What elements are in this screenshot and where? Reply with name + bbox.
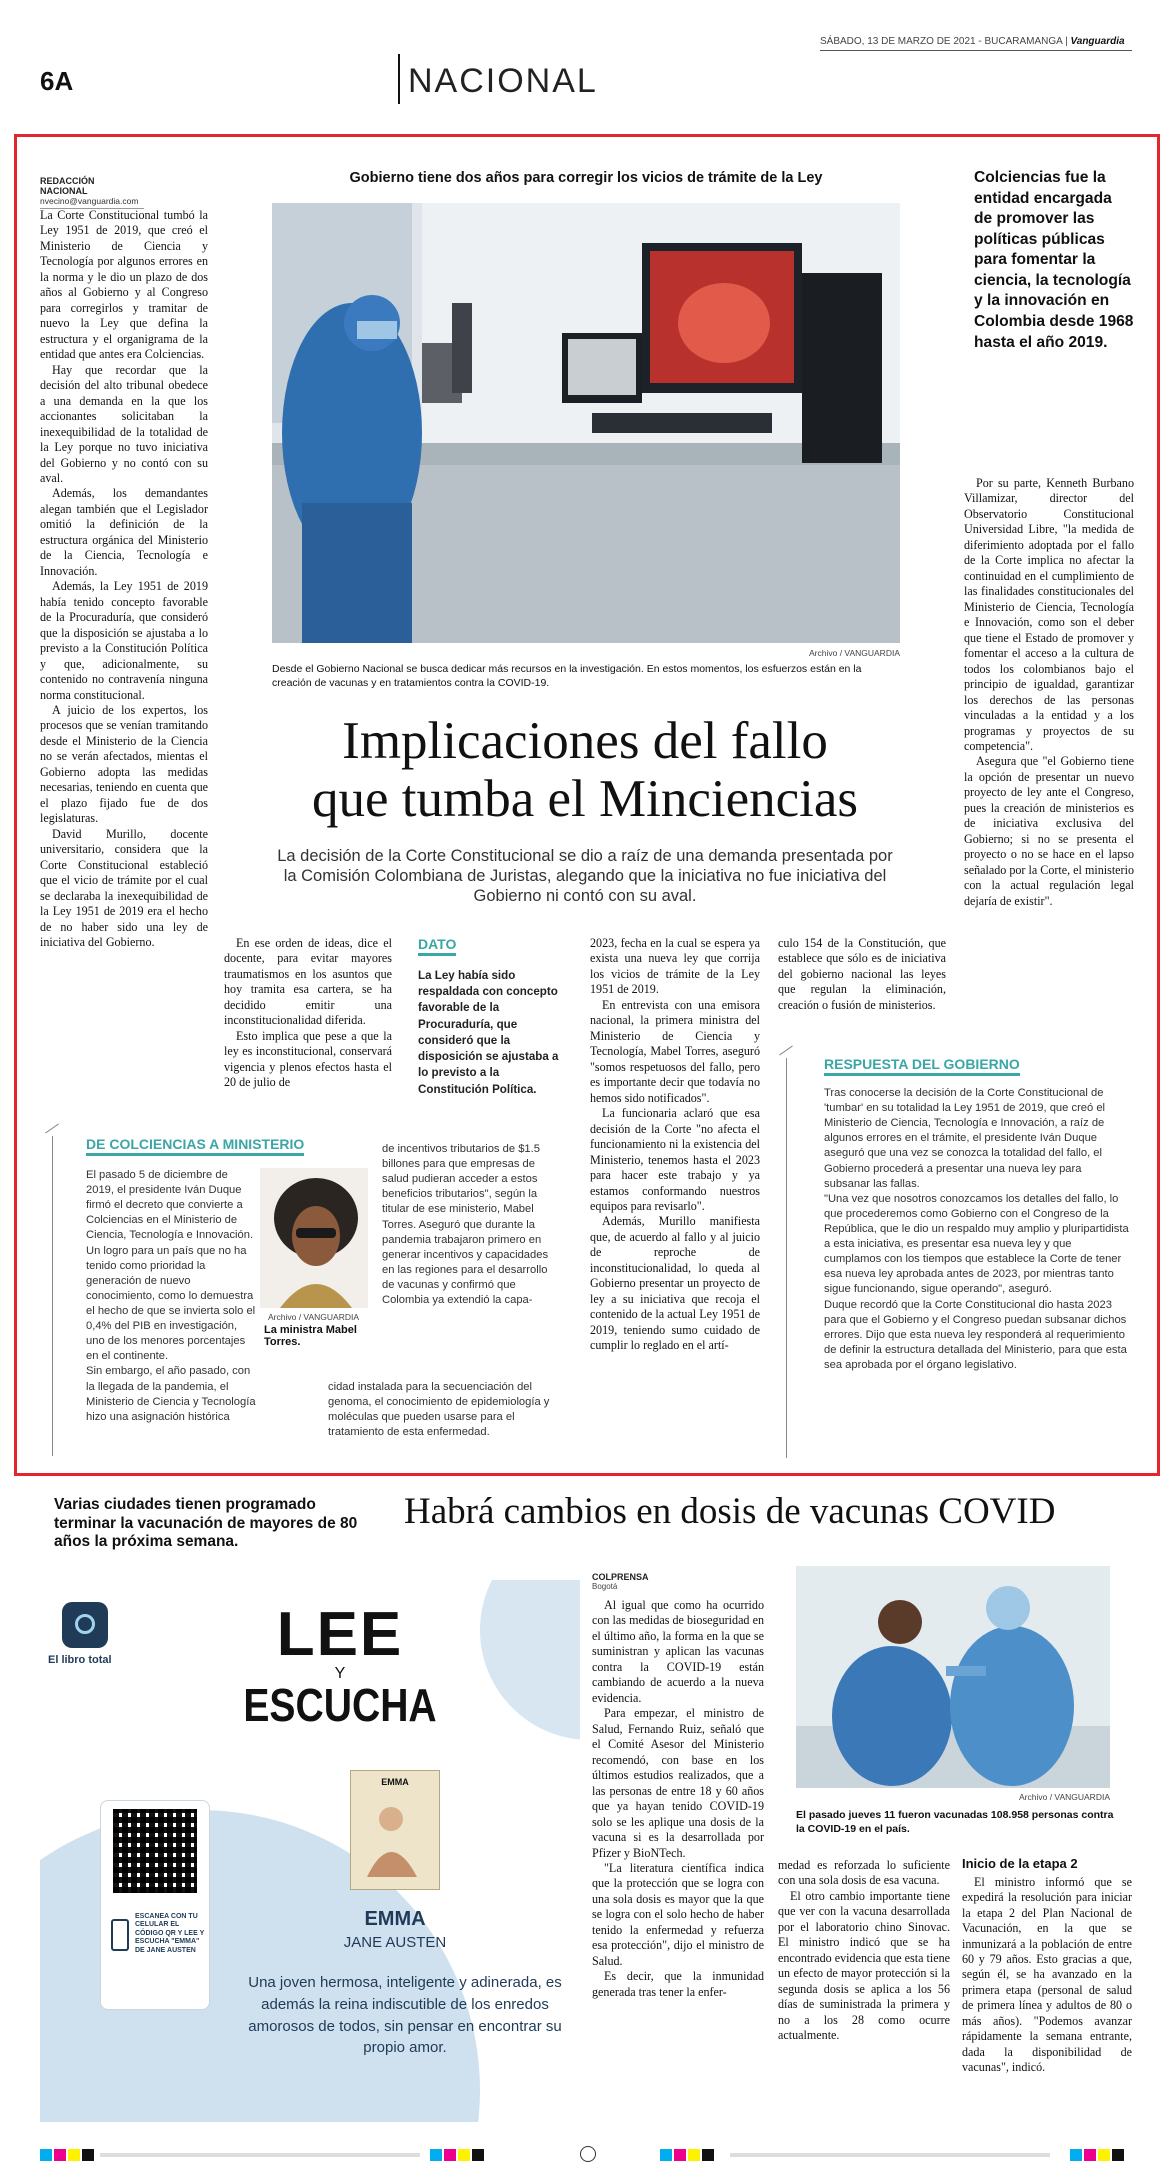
page-header — [0, 0, 1172, 110]
vaccine-photo-credit: Archivo / VANGUARDIA — [1018, 1792, 1110, 1802]
second-column-2: medad es reforzada lo suficiente con una sola dosis de esa vacuna. El otro cambio importante tiene que ver con la vacuna desarrollada por el laboratorio chino Sinovac. El ministro indicó que se ha encontrado evidencia que esta tiene un efecto de mayor protección si la segunda dosis se aplica a los 56 días de suministrada la primera y no a los 28 como ocurre actualmente. — [778, 1858, 950, 2043]
main-column-2: En ese orden de ideas, dice el docente, para evitar mayores traumatismos en los asuntos que hoy tramita esa cartera, se ha decidido emitir una inconstitucionalidad diferida. Esto implica que pese a que la ley es inconstitucional, conservará vigencia y plenos efectos hasta el 20 de julio de — [224, 936, 392, 1090]
byline — [40, 176, 144, 209]
minister-photo-credit: Archivo / VANGUARDIA — [268, 1312, 360, 1322]
brand-logo: Vanguardia — [1070, 36, 1125, 47]
sidebar-colciencias — [52, 1128, 572, 1458]
minister-photo — [260, 1168, 368, 1308]
deck: La decisión de la Corte Constitucional se dio a raíz de una demanda presentada por la Comisión Colombiana de Juristas, alegando que la iniciativa no fue iniciativa del Gobierno ni contó con su aval. — [277, 847, 893, 906]
vaccine-illustration — [796, 1566, 1110, 1788]
second-story-headline: Habrá cambios en dosis de vacunas COVID — [404, 1491, 1056, 1532]
lab-illustration — [272, 203, 900, 643]
vaccine-photo-caption: El pasado jueves 11 fueron vacunadas 108.958 personas contra la COVID-19 en el país. — [796, 1809, 1114, 1836]
main-column-1: La Corte Constitucional tumbó la Ley 1951 de 2019, que creó el Ministerio de Ciencia y Tecnología por algunos errores en la norma y le dio un plazo de dos años al Gobierno y al Congreso para corregirlos y tramitar de nuevo la Ley que defina la estructura y el organigrama de la entidad que antes era Colciencias. Hay que recordar que la decisión del alto tribunal obedece a una demanda en la que los accionantes solicitaban la inexequibilidad de la totalidad de la Ley porque no tuvo iniciativa del Gobierno y no contó con su aval. Además, los demandantes alegan también que el Legislador omitió la definición de la estructura orgánica del Ministerio de la Ciencia, Tecnología e Innovación. Además, la Ley 1951 de 2019 había tenido concepto favorable de la Procuraduría, que consideró que la disposición se ajustaba a lo previsto a la Constitución Política y que, adicionalmente, su contenido no contravenía ninguna norma constitucional. A juicio de los expertos, los procesos que se venían tramitando desde el Ministerio de la Ciencia no se verán afectados, mientas el Gobierno adopta las medidas necesarias, teniendo en cuenta que el plazo fijado fue de dos legislaturas. David Murillo, docente universitario, considera que la Corte Constitucional estableció que el vicio de trámite por el cual se declaraba la inexequibilidad de la Ley 1951 de 2019 era el hecho de no haber sido una ley de iniciativa del Gobierno. — [40, 208, 208, 950]
qr-panel — [100, 1800, 210, 2010]
second-column-3: Inicio de la etapa 2 El ministro informó que se expedirá la resolución para iniciar la etapa 2 del Plan Nacional de Vacunación, en la que se inmunizará a la población de entre 60 y 79 años. Esto gracias a que, según él, se ha avanzado en la primera etapa (personal de salud de primera línea y adultos de 80 o más años). "Podemos avanzar rápidamente la semana entrante, dada la disponibilidad de vacunas", indicó. — [962, 1856, 1132, 2075]
main-column-5: culo 154 de la Constitución, que establece que sólo es de iniciativa del gobierno nacional las leyes que regulan la eliminación, creación o fusión de ministerios. — [778, 936, 946, 1012]
minister-photo-caption: La ministra Mabel Torres. — [264, 1324, 357, 1348]
ad-title: LEE Y ESCUCHA — [243, 1600, 437, 1731]
book-cover — [350, 1770, 440, 1890]
dato-text: La Ley había sido respaldada con concepto favorable de la Procuraduría, que consideró que la disposición se ajustaba a lo previsto a la Constitución Política. — [418, 969, 559, 1096]
sidebar-right-text: de incentivos tributarios de $1.5 billones para que empresas de salud pudieran acceder a estos beneficios tributarios", según la titular de ese ministerio, Mabel Torres. Aseguró que durante la pandemia trabajaron primero en generar incentivos y capacidades en las regiones para el desarrollo de vacunas y confirmó que Colombia ya extendió la capa- — [382, 1143, 549, 1307]
book-illustration — [351, 1787, 439, 1877]
app-logo-icon — [62, 1602, 108, 1648]
photo-title: Gobierno tiene dos años para corregir los vicios de trámite de la Ley — [349, 170, 823, 186]
photo-credit: Archivo / VANGUARDIA — [808, 648, 900, 658]
main-column-6: Por su parte, Kenneth Burbano Villamizar, director del Observatorio Constitucional Universidad Libre, "la medida de diferimiento adoptada por el fallo de la Corte implica no afectar la continuidad en el cumplimiento de las finalidades constitucionales del Ministerio de Ciencia, Tecnología e Innovación, como son el deber que tiene el Estado de promover y fomentar el acceso a la cultura de todos los colombianos bajo el principio de igualdad, garantizar los derechos de las personas vinculadas a la entidad y a los programas y proyectos de su competencia". Asegura que "el Gobierno tiene la opción de presentar un nuevo proyecto de ley ante el Congreso, pues la creación de ministerios es de iniciativa exclusiva del Gobierno; si no se presenta el proyecto o no se hace en el lapso señalado por la Corte, el ministerio con la actual regulación legal dejaría de existir". — [964, 476, 1134, 908]
respuesta-title: RESPUESTA DEL GOBIERNO — [824, 1056, 1020, 1076]
app-name: El libro total — [48, 1654, 112, 1666]
lab-photo — [272, 203, 900, 643]
second-story-kicker: Varias ciudades tienen programado terminar la vacunación de mayores de 80 años la próxima semana. — [54, 1496, 358, 1551]
book-author: JANE AUSTEN — [343, 1934, 447, 1951]
second-column-1: Al igual que como ha ocurrido con las medidas de bioseguridad en el último año, la forma en la que se suministran y aplican las vacunas contra la COVID-19 están cambiando de acuerdo a la nueva evidencia. Para empezar, el ministro de Salud, Fernando Ruiz, señaló que el Comité Asesor del Ministerio recomendó, con base en los últimos estudios realizados, que a las personas de entre 18 y 60 años que ya hayan tenido COVID-19 solo se les aplique una dosis de la vacuna si es la desarrollada por Pfizer y BioNTech. "La literatura científica indica que la protección que se logra con una sola dosis es mayor que la que se logra con el solo hecho de haber tenido la enfermedad y refuerza esa protección", dijo el ministro de Salud. Es decir, que la inmunidad generada tras tener la enfer- — [592, 1598, 764, 1999]
second-byline-city: Bogotá — [592, 1582, 618, 1591]
audiobook-ad — [40, 1580, 580, 2122]
byline-name: REDACCIÓN NACIONAL — [40, 176, 95, 196]
subheading-etapa-2: Inicio de la etapa 2 — [962, 1856, 1078, 1871]
qr-instructions: ESCANEA CON TU CELULAR EL CÓDIGO QR Y LEE Y ESCUCHA "EMMA" DE JANE AUSTEN — [135, 1913, 205, 1954]
headline: Implicaciones del fallo que tumba el Minciencias — [311, 712, 859, 829]
main-column-4: 2023, fecha en la cual se espera ya exista una nueva ley que corrija los vicios de trámite de la Ley 1951 de 2019. En entrevista con una emisora nacional, la primera ministra del Ministerio de Ciencia y Tecnología, Mabel Torres, aseguró "somos respetuosos del fallo, pero es importante decir que todavía no hemos sido notificados". La funcionaria aclaró que esa decisión de la Corte "no afecta el funcionamiento ni la existencia del Ministerio, tenemos hasta el 2023 para hacer este trabajo y ya estamos conformando nuestros equipos para revisarlo". Además, Murillo manifiesta que, de acuerdo al fallo y al juicio de reproche de inconstitucionalidad, lo queda al Gobierno presentar un proyecto de ley a su iniciativa que recoja el contenido de la actual Ley 1951 de 2019, teniendo sumo cuidado de cumplir lo reglado en el artí- — [590, 936, 760, 1353]
book-cover-title: EMMA — [381, 1777, 409, 1787]
byline-email: nvecino@vanguardia.com — [40, 196, 144, 209]
photo-caption: Desde el Gobierno Nacional se busca dedicar más recursos en la investigación. En estos momentos, los esfuerzos están en la creación de vacunas y en tratamientos contra la COVID-19. — [272, 663, 862, 690]
sidebar-respuesta — [786, 1050, 1146, 1460]
ad-blue-circle-2 — [480, 1580, 580, 1740]
respuesta-text: Tras conocerse la decisión de la Corte Constitucional de 'tumbar' en su totalidad la Ley 1951 de 2019, que creó el Ministerio de Ciencia, Tecnología e Innovación, a raíz de algunos errores en el trámite, el presidente Iván Duque aseguró que una vez se conozca la totalidad del fallo, el Gobierno procederá a presentar una nueva ley para subsanar las fallas. "Una vez que nosotros conozcamos los detalles del fallo, lo que procederemos como Gobierno con el Congreso de la República, que le dio un respaldo muy amplio y pluripartidista a esta iniciativa, es presentar esa nueva ley y que cumplamos con los tiempos que establece la Corte de tener esa nueva ley aprobada antes de 2023, por mientras tanto sigue funcionando, sigue operando", aseguró. Duque recordó que la Corte Constitucional dio hasta 2023 para que el Gobierno y el Congreso puedan subsanar dichos errores. Dijo que esta nueva ley responderá al requerimiento de definir la estructura detallada del Ministerio, para que esta sea aprobada por el órgano legislativo. — [824, 1087, 1129, 1371]
dato-box — [418, 936, 568, 1098]
vaccine-photo — [796, 1566, 1110, 1788]
phone-icon — [111, 1919, 129, 1951]
print-color-strip — [40, 2148, 1134, 2162]
date-line: SÁBADO, 13 DE MARZO DE 2021 - BUCARAMANGA | Vanguardia — [820, 36, 1125, 47]
sidebar-bottom-text: cidad instalada para la secuenciación del genoma, el conocimiento de epidemiología y moléculas que pueden usarse para el tratamiento de esta enfermedad. — [328, 1381, 550, 1439]
second-byline-name: COLPRENSA — [592, 1572, 649, 1582]
dato-label: DATO — [418, 936, 456, 956]
pull-quote: Colciencias fue la entidad encargada de promover las políticas públicas para fomentar la ciencia, la tecnología y la innovación en Colombia desde 1968 hasta el año 2019. — [974, 169, 1134, 351]
qr-code-icon — [113, 1809, 197, 1893]
ad-tagline: Una joven hermosa, inteligente y adinerada, es además la reina indiscutible de los enredos amorosos de todos, sin pensar en encontrar su propio amor. — [248, 1974, 562, 2057]
book-title: EMMA — [364, 1908, 426, 1930]
second-byline — [592, 1572, 712, 1591]
sidebar-left-text: El pasado 5 de diciembre de 2019, el presidente Iván Duque firmó el decreto que convierte a Colciencias en el Ministerio de Ciencia, Tecnología e Innovación. Un logro para un país que no ha tenido como prioridad la generación de nuevo conocimiento, como lo demuestra el hecho de que se invierta solo el 0,4% del PIB en investigación, uno de los menores porcentajes en el continente. Sin embargo, el año pasado, con la llegada de la pandemia, el Ministerio de Ciencia y Tecnología hizo una asignación histórica — [86, 1169, 256, 1423]
sidebar-title: DE COLCIENCIAS A MINISTERIO — [86, 1136, 304, 1156]
registration-mark-icon — [580, 2146, 596, 2162]
section-title: NACIONAL — [408, 62, 598, 100]
page-number: 6A — [40, 66, 74, 96]
minister-portrait — [260, 1168, 368, 1308]
